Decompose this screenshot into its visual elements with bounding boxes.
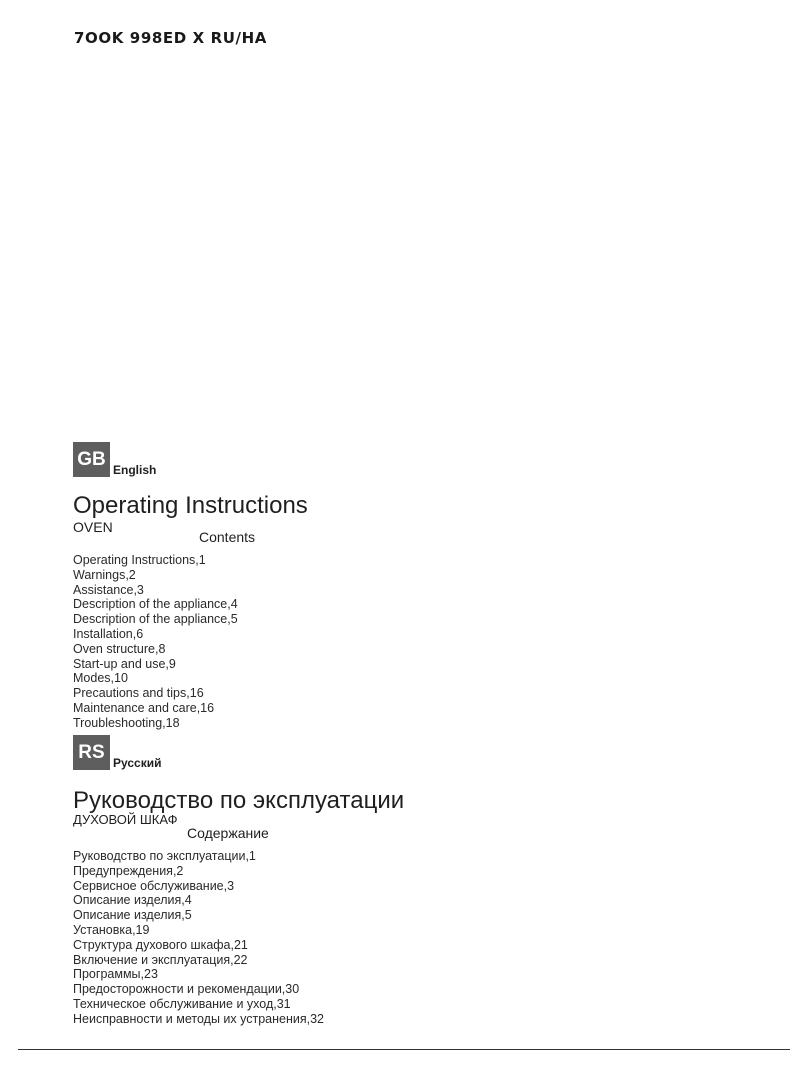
- toc-item[interactable]: Структура духового шкафа,21: [73, 937, 248, 952]
- toc-item[interactable]: Программы,23: [73, 967, 158, 982]
- language-badge-gb: GB: [73, 442, 110, 477]
- contents-heading: Содержание: [187, 825, 269, 841]
- toc-item[interactable]: Руководство по эксплуатации,1: [73, 849, 256, 863]
- contents-heading: Contents: [199, 529, 256, 545]
- toc-item[interactable]: Precautions and tips,16: [73, 686, 204, 701]
- toc-item[interactable]: Техническое обслуживание и уход,31: [73, 996, 291, 1011]
- toc-item[interactable]: Operating Instructions,1: [73, 553, 206, 567]
- toc-item[interactable]: Warnings,2: [73, 567, 136, 582]
- subtitle-dukhovoy-shkaf: ДУХОВОЙ ШКАФ: [73, 812, 178, 827]
- toc-item[interactable]: Maintenance and care,16: [73, 700, 215, 715]
- title-rukovodstvo: Руководство по эксплуатации: [73, 787, 405, 814]
- subtitle-oven: OVEN: [73, 519, 113, 535]
- language-label-russian: Русский: [113, 756, 162, 770]
- toc-item[interactable]: Troubleshooting,18: [73, 715, 180, 730]
- toc-item[interactable]: Modes,10: [73, 671, 128, 686]
- toc-item[interactable]: Description of the appliance,4: [73, 597, 238, 612]
- toc-item[interactable]: Установка,19: [73, 922, 150, 937]
- model-number: 7OOK 998ED X RU/HA: [74, 29, 267, 47]
- contents-list: [73, 849, 324, 1027]
- contents-list: [73, 553, 238, 731]
- language-label-english: English: [113, 463, 157, 477]
- title-operating-instructions: Operating Instructions: [73, 492, 308, 519]
- toc-item[interactable]: Installation,6: [73, 626, 144, 641]
- toc-item[interactable]: Описание изделия,5: [73, 908, 192, 923]
- toc-item[interactable]: Assistance,3: [73, 582, 144, 597]
- toc-item[interactable]: Включение и эксплуатация,22: [73, 952, 248, 967]
- toc-item[interactable]: Сервисное обслуживание,3: [73, 878, 235, 893]
- toc-item[interactable]: Предосторожности и рекомендации,30: [73, 982, 300, 997]
- toc-item[interactable]: Неисправности и методы их устранения,32: [73, 1011, 324, 1026]
- bottom-divider: [18, 1049, 790, 1050]
- toc-item[interactable]: Description of the appliance,5: [73, 612, 238, 627]
- toc-item[interactable]: Oven structure,8: [73, 641, 166, 656]
- toc-item[interactable]: Описание изделия,4: [73, 893, 192, 908]
- language-badge-rs: RS: [73, 735, 110, 770]
- toc-item[interactable]: Start-up and use,9: [73, 656, 176, 671]
- toc-item[interactable]: Предупреждения,2: [73, 863, 184, 878]
